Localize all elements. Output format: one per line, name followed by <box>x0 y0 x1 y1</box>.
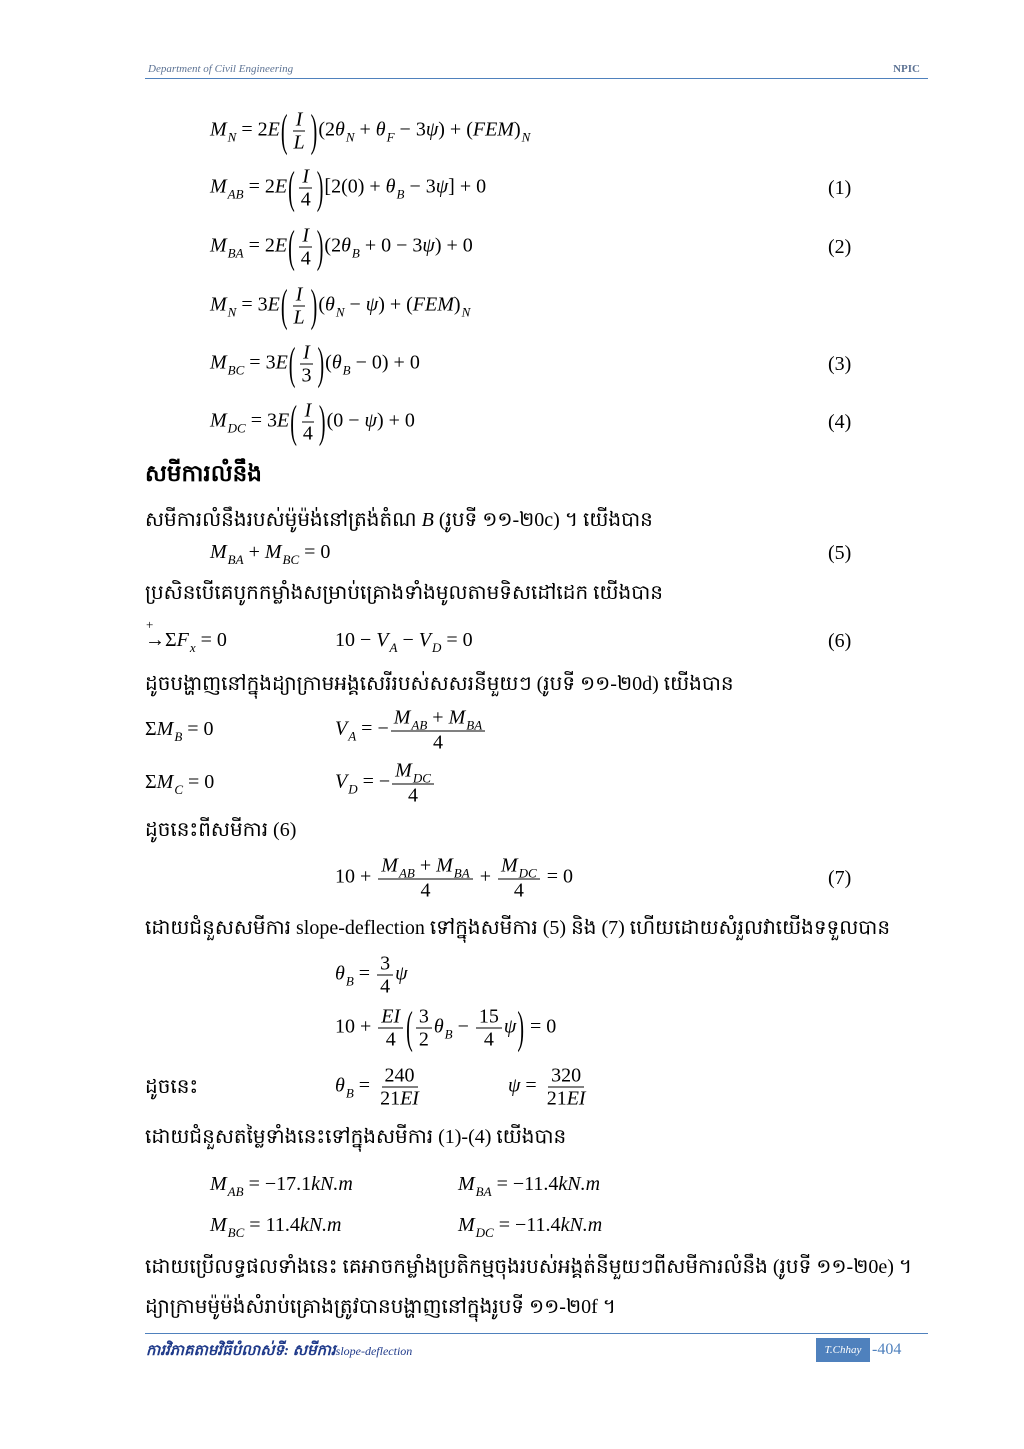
math-operator: = 0 <box>441 629 473 651</box>
math-operator: = <box>353 1074 376 1097</box>
math-operator: − <box>452 1015 474 1038</box>
math-variable: E <box>267 293 280 316</box>
bracket: ) <box>517 1002 524 1054</box>
equation-horizontal-shear <box>335 627 473 655</box>
fraction-denominator <box>544 1088 589 1110</box>
math-variable: M <box>436 854 453 877</box>
fraction-numerator <box>392 760 434 785</box>
fraction-denominator <box>377 1088 422 1110</box>
math-operator: 4 <box>408 784 419 807</box>
result-m-dc <box>458 1212 602 1240</box>
math-variable: ψ <box>435 175 449 198</box>
math-variable: ψ <box>395 962 408 985</box>
equation-psi-value <box>508 1065 591 1110</box>
subscript: AB <box>411 717 428 733</box>
subscript: BC <box>227 1225 245 1240</box>
fraction <box>300 400 316 445</box>
equation-moment-near-end-general <box>210 105 531 157</box>
math-operator: 4 <box>302 422 313 445</box>
fraction-denominator <box>405 785 421 807</box>
math-operator: [2(0) + <box>324 175 386 198</box>
subscript: A <box>348 728 357 744</box>
bracket: ) <box>310 105 318 157</box>
subscript: BA <box>475 1184 492 1199</box>
math-variable: ψ <box>365 293 379 316</box>
math-variable: V <box>335 717 348 740</box>
math-operator: = 11.4 <box>244 1214 300 1236</box>
subscript: BA <box>466 717 483 733</box>
math-variable: θ <box>335 962 345 985</box>
paragraph-text: (រូបទី ១១-២0c) ។ យើងបាន <box>433 509 653 531</box>
math-operator: = 2 <box>236 118 268 141</box>
math-operator: − 3 <box>394 118 426 141</box>
subscript: DC <box>518 865 537 881</box>
math-variable: V <box>376 629 389 651</box>
equation-number: (3) <box>828 353 852 375</box>
math-variable: I <box>302 224 310 247</box>
math-variable: E <box>274 175 288 198</box>
math-variable: E <box>277 409 290 432</box>
math-variable: F <box>176 629 189 651</box>
bracket: ( <box>406 1002 413 1054</box>
math-variable: M <box>210 293 227 316</box>
math-operator: ( <box>325 351 332 374</box>
result-m-ba <box>458 1171 600 1199</box>
bracket: ) <box>317 338 325 390</box>
subscript: B <box>345 1085 354 1101</box>
math-variable: FEM <box>472 118 514 141</box>
fraction-denominator <box>291 307 308 329</box>
bracket: ( <box>288 221 295 273</box>
math-variable: EI <box>566 1087 586 1110</box>
math-variable: M <box>156 718 174 740</box>
fraction <box>544 1065 589 1110</box>
math-variable: ψ <box>503 1015 517 1038</box>
math-variable: θ <box>335 1074 345 1097</box>
institute-header: NPIC <box>893 63 920 75</box>
math-variable: M <box>156 771 174 793</box>
fraction <box>416 1006 432 1051</box>
equation-number: (4) <box>828 411 852 433</box>
subscript: DC <box>412 770 431 786</box>
math-variable: θ <box>331 351 342 374</box>
fraction-denominator <box>481 1029 497 1051</box>
subscript: N <box>461 304 471 320</box>
math-operator: 4 <box>432 731 443 754</box>
page-number: -404 <box>872 1341 902 1358</box>
subscript: N <box>335 304 345 320</box>
math-operator: = 0 <box>195 629 227 651</box>
subscript: D <box>348 781 358 797</box>
math-variable: M <box>264 541 282 563</box>
math-variable: θ <box>341 234 351 257</box>
equation-sum-mb <box>145 716 214 744</box>
subscript: B <box>174 729 183 744</box>
subscript: B <box>396 186 405 202</box>
equation-m-dc <box>210 396 415 448</box>
math-operator: + <box>354 118 376 141</box>
fraction <box>476 1006 502 1051</box>
math-operator: (2 <box>318 118 335 141</box>
header-divider <box>145 78 928 79</box>
equation-theta-b-relation <box>335 953 407 998</box>
math-operator: − <box>344 293 366 316</box>
math-variable: EI <box>381 1005 401 1028</box>
fraction-numerator <box>299 225 312 248</box>
fraction-denominator <box>298 189 314 211</box>
math-variable: θ <box>334 118 345 141</box>
substitution-text: ដោយជំនួសសមីការ slope-deflection ទៅក្នុងសមីការ (5) និង (7) ហើយដោយសំរួលវាយើងទទួលបាន <box>145 917 891 939</box>
math-variable: θ <box>433 1015 444 1038</box>
fraction-denominator <box>430 732 446 754</box>
math-operator: − 0) + 0 <box>350 351 420 374</box>
fraction-denominator <box>377 976 393 998</box>
equation-m-ba <box>210 221 473 273</box>
joint-label: B <box>421 509 434 531</box>
math-operator: = 0 <box>299 541 331 563</box>
fraction-numerator <box>391 707 485 732</box>
bracket: ) <box>310 280 318 332</box>
fraction-numerator <box>302 400 315 423</box>
fraction-denominator <box>416 1029 432 1051</box>
math-operator: 4 <box>483 1028 494 1051</box>
fraction-denominator <box>300 423 316 445</box>
math-operator: = 3 <box>236 293 268 316</box>
subscript: N <box>521 129 531 145</box>
math-operator: 21 <box>546 1087 567 1110</box>
math-variable: M <box>381 854 398 877</box>
math-operator: = −17.1 <box>243 1173 312 1195</box>
math-operator: → <box>145 629 165 651</box>
equation-sum-mc <box>145 769 214 797</box>
math-operator: ) <box>453 293 461 316</box>
fraction-numerator <box>299 166 312 189</box>
free-body-text: ដូចបង្ហាញនៅក្នុងដ្យាក្រាមអង្គសេរីរបស់សសរនីមួយៗ (រូបទី ១១-២0d) យើងបាន <box>145 673 734 695</box>
math-variable: kN.m <box>299 1214 342 1236</box>
subscript: AB <box>227 186 244 202</box>
math-operator: + <box>427 706 449 729</box>
from-equation-6-text: ដូចនេះពីសមីការ (6) <box>145 819 297 841</box>
math-operator: 3 <box>418 1005 429 1028</box>
footer-chapter-title <box>146 1339 786 1363</box>
math-operator: ] + 0 <box>448 175 487 198</box>
equation-number: (5) <box>828 542 852 564</box>
math-operator: 3 <box>380 952 391 975</box>
equation-sum-fx <box>145 617 227 655</box>
math-operator: 4 <box>380 975 391 998</box>
fraction <box>378 855 472 902</box>
equation-ei-relation <box>335 1002 557 1054</box>
fraction-denominator <box>417 880 433 902</box>
math-operator: = 3 <box>244 351 276 374</box>
fraction <box>392 760 434 807</box>
subscript: N <box>345 129 355 145</box>
math-operator: ( <box>318 293 325 316</box>
math-variable: M <box>210 1214 227 1236</box>
equation-number: (7) <box>828 867 852 889</box>
math-operator: + 0 − 3 <box>359 234 423 257</box>
bracket: ) <box>318 396 326 448</box>
equation-m-bc <box>210 338 420 390</box>
math-variable: kN.m <box>311 1173 353 1195</box>
math-operator: = −11.4 <box>491 1173 559 1195</box>
equation-moment-near-end-pinned <box>210 280 471 332</box>
fraction <box>298 166 314 211</box>
therefore-label: ដូចនេះ <box>145 1076 199 1098</box>
math-variable: E <box>267 118 280 141</box>
math-variable: I <box>295 108 303 131</box>
math-variable: L <box>293 131 305 154</box>
fraction-denominator <box>298 248 314 270</box>
footer-author-badge: T.Chhay <box>816 1338 870 1362</box>
fraction-numerator <box>293 284 306 307</box>
math-variable: M <box>210 409 227 432</box>
equation-m-ab <box>210 162 487 214</box>
horizontal-forces-text: ប្រសិនបើគេបូកកម្លាំងសម្រាប់គ្រោងទាំងមូលតាមទិសដៅដេក យើងបាន <box>145 582 663 604</box>
fraction <box>377 1065 422 1110</box>
math-variable: θ <box>385 175 396 198</box>
fraction <box>498 855 540 902</box>
math-variable: ψ <box>364 409 377 432</box>
subscript: BA <box>453 865 470 881</box>
fraction-numerator <box>548 1065 584 1088</box>
fraction-numerator <box>378 855 472 880</box>
subscript: AB <box>227 1184 244 1199</box>
subscript: B <box>444 1026 453 1042</box>
math-variable: L <box>293 306 305 329</box>
math-variable: M <box>395 759 412 782</box>
fraction <box>378 1006 403 1051</box>
fraction-numerator <box>416 1006 432 1029</box>
math-variable: M <box>210 175 227 198</box>
math-variable: M <box>393 706 411 729</box>
fraction-numerator <box>293 109 306 132</box>
fraction-numerator <box>378 1006 403 1029</box>
fraction-numerator <box>300 342 313 365</box>
fraction <box>291 284 308 329</box>
math-operator: + <box>414 854 437 877</box>
fraction-denominator <box>291 132 308 154</box>
math-variable: θ <box>375 118 386 141</box>
math-operator: + <box>243 541 265 563</box>
subscript: B <box>345 973 354 989</box>
math-variable: M <box>458 1173 475 1195</box>
fraction <box>377 953 393 998</box>
math-operator: 320 <box>551 1064 582 1087</box>
math-variable: M <box>448 706 466 729</box>
math-operator: ) + 0 <box>434 234 473 257</box>
math-operator: = <box>520 1074 542 1097</box>
bracket: ( <box>280 280 288 332</box>
equation-number: (1) <box>828 177 852 199</box>
math-operator: 10 + <box>335 865 377 888</box>
subscript: N <box>227 304 237 320</box>
math-variable: E <box>275 351 288 374</box>
math-variable: M <box>210 541 227 563</box>
fraction <box>298 342 314 387</box>
math-operator: 10 − <box>335 629 377 651</box>
math-variable: ψ <box>422 234 435 257</box>
footer-title: ការវិភាគតាមវិធីបំលាស់ទី: សមីការ <box>146 1343 336 1359</box>
subscript: BA <box>227 245 244 261</box>
math-variable: θ <box>324 293 335 316</box>
math-operator: ) + 0 <box>376 409 415 432</box>
subscript: BA <box>227 552 244 567</box>
math-operator: − 3 <box>404 175 436 198</box>
math-operator: = 0 <box>525 1015 557 1038</box>
equation-theta-b-value <box>335 1065 424 1110</box>
fraction-denominator <box>298 365 314 387</box>
footer-divider <box>145 1333 928 1334</box>
equation-joint-equilibrium <box>210 539 330 567</box>
fraction-denominator <box>511 880 527 902</box>
footer-subtitle: slope-deflection <box>335 1344 413 1358</box>
subscript: A <box>389 640 398 655</box>
math-operator: Σ <box>145 771 157 793</box>
math-operator: = 0 <box>541 865 573 888</box>
equation-number: (2) <box>828 236 852 258</box>
math-variable: I <box>302 165 310 188</box>
fraction-numerator <box>377 953 393 976</box>
math-operator: = 2 <box>243 175 275 198</box>
math-operator: Σ <box>145 718 157 740</box>
equation-number: (6) <box>828 630 852 652</box>
fraction <box>291 109 308 154</box>
moment-diagram-text: ដ្យាក្រាមម៉ូម៉ង់សំរាប់គ្រោងត្រូវបានបង្ហាញនៅក្នុងរូបទី ១១-២0f ។ <box>145 1296 616 1318</box>
subscript: BC <box>227 362 245 378</box>
math-variable: ψ <box>508 1074 521 1097</box>
math-operator: − <box>397 629 419 651</box>
math-operator: = −11.4 <box>493 1214 561 1236</box>
subscript: x <box>189 640 196 655</box>
math-variable: EI <box>400 1087 419 1110</box>
subscript: B <box>342 362 351 378</box>
math-variable: I <box>304 399 312 422</box>
bracket: ( <box>288 162 295 214</box>
bracket: ) <box>316 162 324 214</box>
reactions-text: ដោយប្រើលទ្ធផលទាំងនេះ គេអាចកម្លាំងប្រតិកម្មចុងរបស់អង្គត់នីមួយៗពីសមីការលំនឹង (រូបទី ១១-២0e) ។ <box>145 1256 913 1278</box>
math-operator: 21 <box>380 1087 401 1110</box>
subscript: D <box>431 640 442 655</box>
math-variable: ψ <box>425 118 439 141</box>
math-variable: E <box>274 234 288 257</box>
fraction <box>298 225 314 270</box>
substitute-values-text: ដោយជំនួសតម្លៃទាំងនេះទៅក្នុងសមីការ (1)-(4) យើងបាន <box>145 1126 567 1148</box>
math-variable: I <box>303 341 310 364</box>
equation-vd <box>335 760 436 807</box>
math-operator: 10 + <box>335 1015 377 1038</box>
subscript: DC <box>227 420 246 436</box>
positive-sign: + <box>146 617 154 632</box>
math-operator: + <box>474 865 496 888</box>
section-heading: សមីការលំនឹង <box>145 461 262 486</box>
fraction-numerator <box>498 855 540 880</box>
subscript: BC <box>282 552 300 567</box>
subscript: F <box>386 129 395 145</box>
fraction <box>391 707 485 754</box>
math-variable: M <box>210 234 227 257</box>
math-operator: 4 <box>300 188 311 211</box>
math-variable: V <box>418 629 431 651</box>
math-operator: = 3 <box>245 409 278 432</box>
math-variable: FEM <box>412 293 454 316</box>
math-operator: ) <box>513 118 521 141</box>
math-operator: ) + ( <box>438 118 473 141</box>
math-operator: = − <box>357 770 391 793</box>
fraction-numerator <box>382 1065 418 1088</box>
math-operator: ) + ( <box>378 293 413 316</box>
subscript: C <box>174 782 183 797</box>
math-operator: 240 <box>384 1064 415 1087</box>
math-variable: M <box>458 1214 475 1236</box>
equation-shear-combined <box>335 855 573 902</box>
math-operator: = 0 <box>182 771 215 793</box>
math-variable: kN.m <box>560 1214 603 1236</box>
math-operator: 4 <box>300 247 311 270</box>
bracket: ) <box>316 221 324 273</box>
fraction-numerator <box>476 1006 502 1029</box>
math-operator: 15 <box>478 1005 499 1028</box>
subscript: DC <box>475 1225 494 1240</box>
bracket: ( <box>290 396 297 448</box>
paragraph-text: សមីការលំនឹងរបស់ម៉ូម៉ង់នៅត្រង់តំណ <box>145 509 422 531</box>
math-variable: I <box>295 283 303 306</box>
math-operator: Σ <box>165 629 177 651</box>
moment-equilibrium-text <box>145 503 930 537</box>
math-operator: 2 <box>418 1028 429 1051</box>
bracket: ( <box>280 105 288 157</box>
positive-direction-arrow <box>145 617 165 653</box>
equation-va <box>335 707 487 754</box>
math-variable: M <box>500 854 518 877</box>
math-variable: M <box>210 1173 227 1195</box>
math-operator: 4 <box>385 1028 396 1051</box>
math-variable: M <box>210 351 227 374</box>
subscript: N <box>227 129 237 145</box>
subscript: AB <box>398 865 415 881</box>
math-operator: 4 <box>513 879 524 902</box>
result-m-bc <box>210 1212 342 1240</box>
math-operator: (0 − <box>326 409 365 432</box>
department-header: Department of Civil Engineering <box>148 63 294 75</box>
math-operator: 4 <box>420 879 431 902</box>
math-operator: = <box>353 962 376 985</box>
bracket: ( <box>288 338 296 390</box>
fraction-denominator <box>383 1029 399 1051</box>
math-operator: = − <box>356 717 389 740</box>
math-variable: V <box>335 770 348 793</box>
math-variable: kN.m <box>558 1173 601 1195</box>
result-m-ab <box>210 1171 353 1199</box>
math-operator: = 2 <box>243 234 275 257</box>
subscript: B <box>351 245 360 261</box>
math-operator: (2 <box>324 234 342 257</box>
math-operator: 3 <box>301 364 312 387</box>
math-operator: = 0 <box>182 718 214 740</box>
math-variable: M <box>210 118 227 141</box>
